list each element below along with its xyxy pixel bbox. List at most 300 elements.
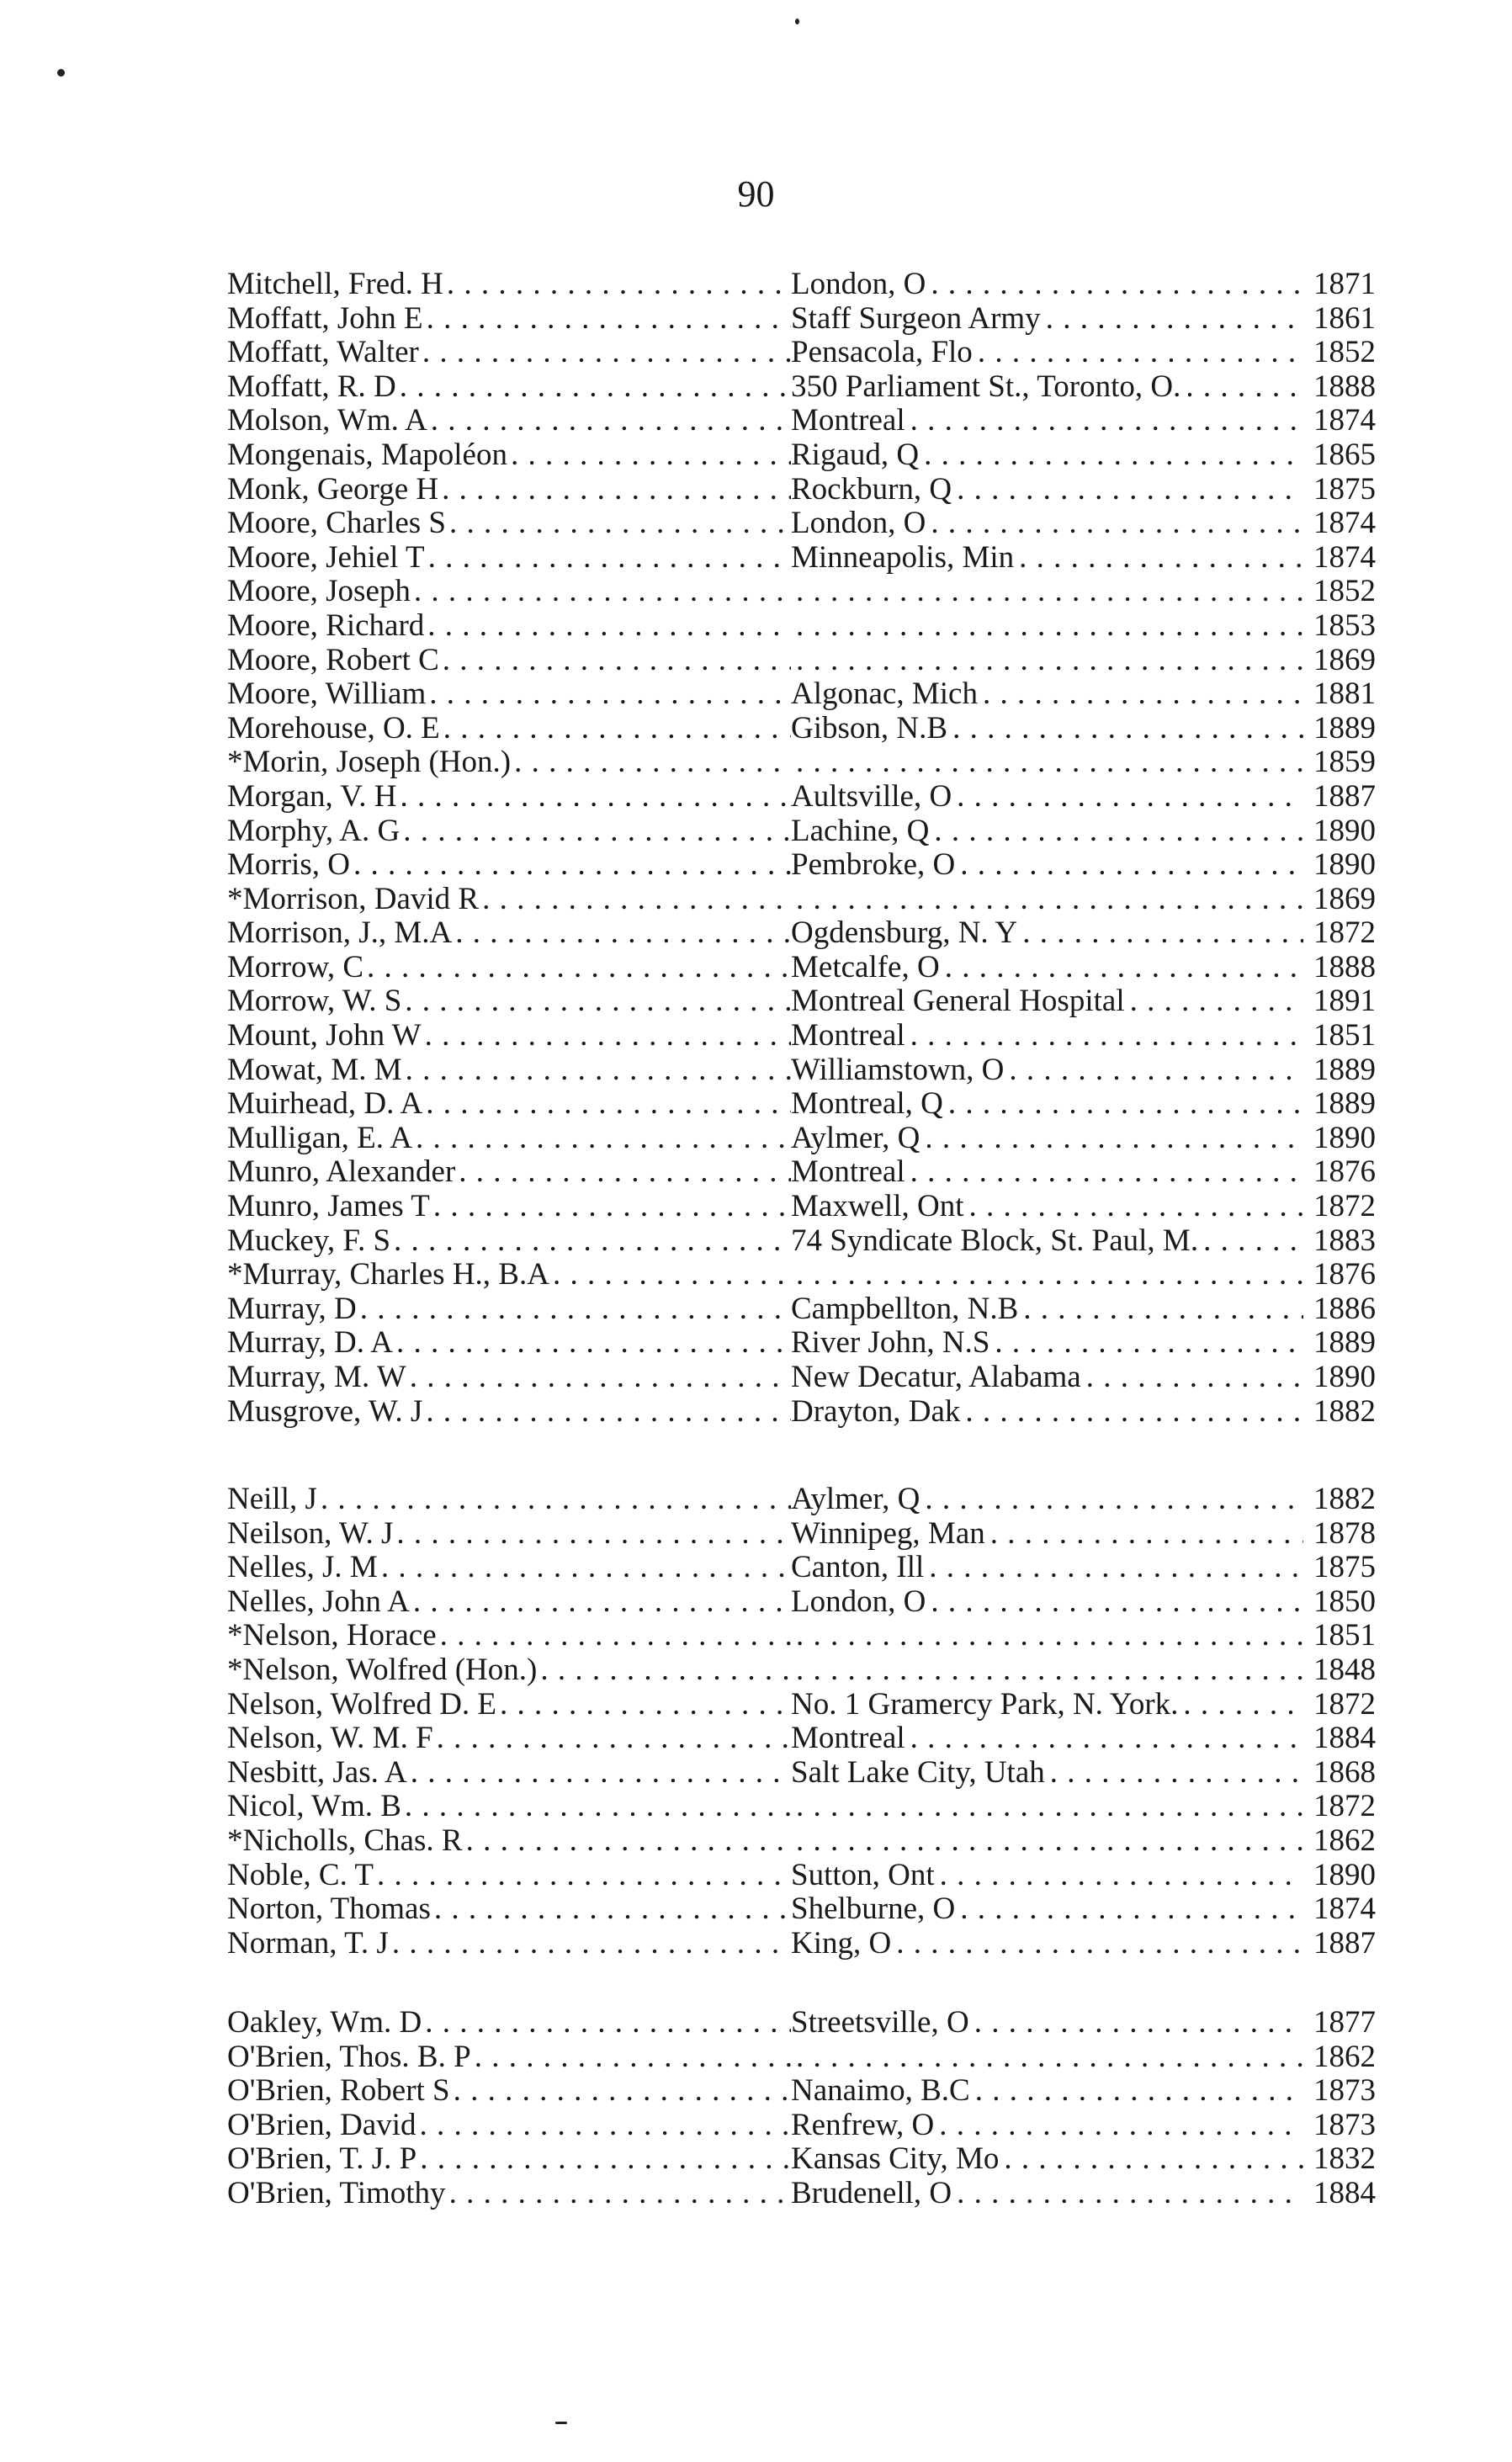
leader-dots <box>400 814 791 849</box>
entry-place: Montreal <box>791 1722 905 1756</box>
entry-place: Kansas City, Mo <box>791 2142 1000 2177</box>
entry-place: Lachine, Q <box>791 814 930 848</box>
entry-place: Montreal <box>791 404 905 438</box>
leader-dots <box>964 1190 1303 1224</box>
entry-place: Canton, Ill <box>791 1551 925 1585</box>
entry-place: London, O <box>791 1584 926 1619</box>
leader-dots <box>791 1824 1303 1859</box>
list-item <box>227 1722 1376 1756</box>
entry-name: *Morrison, David R <box>227 882 480 916</box>
entry-place: Winnipeg, Man <box>791 1516 985 1551</box>
leader-dots <box>446 2177 791 2211</box>
leader-dots <box>919 438 1303 473</box>
entry-year: 1869 <box>1313 643 1376 677</box>
entry-place: 350 Parliament St., Toronto, O. <box>791 369 1181 404</box>
leader-dots <box>989 1326 1303 1361</box>
leader-dots <box>378 1551 791 1585</box>
entry-year: 1876 <box>1313 1155 1376 1190</box>
list-item <box>227 1292 1376 1327</box>
entry-name: O'Brien, T. J. P <box>227 2142 417 2177</box>
leader-dots <box>416 2142 791 2177</box>
entry-name: Moore, Joseph <box>227 575 411 609</box>
list-item <box>227 1551 1376 1585</box>
list-item <box>227 1688 1376 1722</box>
entry-name: *Nicholls, Chas. R <box>227 1823 463 1858</box>
entry-place: Drayton, Dak <box>791 1394 961 1429</box>
entry-year: 1884 <box>1313 2176 1376 2210</box>
leader-dots <box>947 712 1303 746</box>
leader-dots <box>791 609 1303 644</box>
entry-year: 1852 <box>1313 336 1376 370</box>
entry-year: 1884 <box>1313 1722 1376 1756</box>
leader-dots <box>389 1927 791 1961</box>
entry-year: 1890 <box>1313 1361 1376 1394</box>
leader-dots <box>446 507 791 541</box>
leader-dots <box>905 1155 1303 1190</box>
leader-dots <box>390 1224 791 1259</box>
list-item <box>227 1790 1376 1824</box>
leader-dots <box>960 1395 1303 1430</box>
leader-dots <box>450 2074 791 2109</box>
entry-name: Morphy, A. G <box>227 814 401 848</box>
leader-dots <box>935 1859 1303 1893</box>
entry-year: 1874 <box>1313 1892 1376 1927</box>
list-item <box>227 1053 1376 1088</box>
entry-name: O'Brien, Robert S <box>227 2074 450 2109</box>
leader-dots <box>985 1517 1303 1552</box>
entry-name: Nelson, Wolfred D. E <box>227 1687 497 1722</box>
entry-year: 1890 <box>1313 1121 1376 1155</box>
entry-place: Minneapolis, Min <box>791 540 1015 575</box>
entry-year: 1850 <box>1313 1584 1376 1619</box>
entry-name: *Morin, Joseph (Hon.) <box>227 745 512 780</box>
list-item <box>227 541 1376 576</box>
section-n <box>227 1483 1376 1961</box>
leader-dots <box>443 268 791 302</box>
list-item <box>227 951 1376 985</box>
entry-name: O'Brien, David <box>227 2108 416 2142</box>
leader-dots <box>1004 1053 1303 1088</box>
entry-name: Moffatt, R. D <box>227 369 396 404</box>
leader-dots <box>926 268 1303 302</box>
entry-place: New Decatur, Alabama <box>791 1361 1081 1394</box>
list-item <box>227 2074 1376 2109</box>
leader-dots <box>317 1483 791 1517</box>
leader-dots <box>452 916 791 951</box>
leader-dots <box>427 404 791 438</box>
leader-dots <box>412 1122 791 1156</box>
list-item <box>227 1326 1376 1361</box>
list-item <box>227 1087 1376 1122</box>
entry-year: 1873 <box>1313 2074 1376 2109</box>
entry-year: 1851 <box>1313 1019 1376 1053</box>
entry-year: 1874 <box>1313 404 1376 438</box>
leader-dots <box>496 1688 791 1722</box>
leader-dots <box>929 814 1303 849</box>
entry-place: King, O <box>791 1926 892 1961</box>
entry-place: Aultsville, O <box>791 779 952 814</box>
leader-dots <box>357 1292 791 1327</box>
list-item <box>227 1824 1376 1859</box>
entry-year: 1890 <box>1313 848 1376 883</box>
leader-dots <box>791 745 1303 780</box>
entry-name: Murray, M. W <box>227 1361 406 1394</box>
leader-dots <box>791 575 1303 609</box>
entry-name: Norton, Thomas <box>227 1892 431 1927</box>
entry-year: 1862 <box>1313 2040 1376 2074</box>
entry-year: 1848 <box>1313 1653 1376 1687</box>
list-item <box>227 1892 1376 1927</box>
entry-place: Metcalfe, O <box>791 950 940 984</box>
entry-name: Morrow, C <box>227 950 364 984</box>
entry-name: Mowat, M. M <box>227 1053 402 1087</box>
leader-dots <box>1017 916 1303 951</box>
entry-name: Molson, Wm. A <box>227 404 427 438</box>
entry-place: Maxwell, Ont <box>791 1190 964 1224</box>
entry-name: Mitchell, Fred. H <box>227 268 443 301</box>
entry-place: Williamstown, O <box>791 1053 1005 1087</box>
entry-year: 1889 <box>1313 1326 1376 1361</box>
leader-dots <box>422 1395 791 1430</box>
entry-name: Murray, D <box>227 1292 357 1326</box>
leader-dots <box>507 438 791 473</box>
leader-dots <box>791 883 1303 917</box>
entry-name: Nesbitt, Jas. A <box>227 1755 407 1790</box>
list-item <box>227 1585 1376 1620</box>
list-item <box>227 1258 1376 1292</box>
list-item <box>227 438 1376 473</box>
leader-dots <box>402 1053 791 1088</box>
entry-year: 1868 <box>1313 1755 1376 1790</box>
leader-dots <box>396 780 791 814</box>
list-item <box>227 677 1376 712</box>
entry-year: 1874 <box>1313 507 1376 541</box>
entry-year: 1887 <box>1313 779 1376 814</box>
list-item <box>227 302 1376 337</box>
list-item <box>227 1483 1376 1517</box>
entry-name: Nelles, J. M <box>227 1551 378 1585</box>
list-item <box>227 1019 1376 1053</box>
entry-name: Musgrove, W. J <box>227 1394 423 1429</box>
ink-speck <box>795 19 799 24</box>
list-item <box>227 473 1376 507</box>
entry-year: 1871 <box>1313 268 1376 301</box>
entry-name: Munro, Alexander <box>227 1155 456 1190</box>
entry-name: Muckey, F. S <box>227 1223 391 1258</box>
list-item <box>227 712 1376 746</box>
list-item <box>227 1395 1376 1430</box>
entry-year: 1890 <box>1313 1858 1376 1892</box>
entry-place: London, O <box>791 507 926 541</box>
list-item <box>227 268 1376 302</box>
leader-dots <box>973 336 1303 370</box>
leader-dots <box>952 780 1303 814</box>
list-item <box>227 1927 1376 1961</box>
entry-year: 1882 <box>1313 1394 1376 1429</box>
list-item <box>227 609 1376 644</box>
leader-dots <box>924 1551 1303 1585</box>
entry-name: Muirhead, D. A <box>227 1087 423 1122</box>
leader-dots <box>537 1653 791 1688</box>
entry-place: 74 Syndicate Block, St. Paul, M. <box>791 1223 1199 1258</box>
leader-dots <box>970 2074 1303 2109</box>
leader-dots <box>407 1756 791 1791</box>
entry-year: 1888 <box>1313 950 1376 984</box>
list-item <box>227 1122 1376 1156</box>
leader-dots <box>422 1087 791 1122</box>
entry-year: 1881 <box>1313 677 1376 712</box>
entry-place: London, O <box>791 268 926 301</box>
section-o <box>227 2006 1376 2211</box>
entry-place: Algonac, Mich <box>791 677 978 712</box>
ink-speck <box>57 69 65 77</box>
entry-name: Moffatt, John E <box>227 301 423 336</box>
leader-dots <box>350 848 791 883</box>
leader-dots <box>479 883 791 917</box>
leader-dots <box>1180 370 1303 405</box>
leader-dots <box>363 951 791 985</box>
entry-place: Montreal <box>791 1155 905 1190</box>
leader-dots <box>1014 541 1303 576</box>
entry-year: 1891 <box>1313 984 1376 1019</box>
leader-dots <box>791 644 1303 678</box>
list-item <box>227 404 1376 438</box>
entry-place: No. 1 Gramercy Park, N. York. <box>791 1687 1179 1722</box>
entry-year: 1852 <box>1313 575 1376 609</box>
entry-name: Monk, George H <box>227 472 439 507</box>
list-item <box>227 575 1376 609</box>
entry-year: 1851 <box>1313 1619 1376 1653</box>
entry-year: 1872 <box>1313 1687 1376 1722</box>
leader-dots <box>969 2006 1303 2040</box>
entry-year: 1873 <box>1313 2108 1376 2142</box>
leader-dots <box>1198 1224 1303 1259</box>
entry-place: Rockburn, Q <box>791 472 952 507</box>
leader-dots <box>791 1258 1303 1292</box>
list-item <box>227 745 1376 780</box>
leader-dots <box>926 507 1303 541</box>
entry-place: Montreal, Q <box>791 1087 943 1122</box>
leader-dots <box>955 848 1303 883</box>
list-item <box>227 2006 1376 2040</box>
list-item <box>227 2142 1376 2177</box>
leader-dots <box>905 1722 1303 1756</box>
list-item <box>227 916 1376 951</box>
entry-year: 1832 <box>1313 2142 1376 2177</box>
entry-place: Campbellton, N.B <box>791 1292 1019 1326</box>
entry-place: Aylmer, Q <box>791 1483 920 1516</box>
entry-place: Staff Surgeon Army <box>791 301 1041 336</box>
leader-dots <box>791 2040 1303 2075</box>
leader-dots <box>940 951 1303 985</box>
entry-year: 1887 <box>1313 1926 1376 1961</box>
leader-dots <box>416 2109 791 2143</box>
leader-dots <box>920 1122 1303 1156</box>
leader-dots <box>411 575 791 609</box>
entry-name: Munro, James T <box>227 1190 430 1224</box>
leader-dots <box>396 370 791 405</box>
leader-dots <box>1081 1361 1303 1395</box>
list-item <box>227 336 1376 370</box>
leader-dots <box>424 609 791 644</box>
leader-dots <box>999 2142 1303 2177</box>
entry-name: Moore, Robert C <box>227 643 439 677</box>
leader-dots <box>401 1790 791 1824</box>
entry-name: Nicol, Wm. B <box>227 1790 401 1824</box>
list-item <box>227 2040 1376 2075</box>
list-item <box>227 814 1376 849</box>
list-item <box>227 644 1376 678</box>
entry-place: Shelburne, O <box>791 1892 956 1927</box>
leader-dots <box>423 302 791 337</box>
leader-dots <box>425 541 791 576</box>
entry-name: Moore, William <box>227 677 427 712</box>
ink-speck <box>555 2422 567 2424</box>
list-item <box>227 1517 1376 1552</box>
entry-place: Streetsville, O <box>791 2006 969 2040</box>
entry-year: 1888 <box>1313 369 1376 404</box>
leader-dots <box>549 1258 791 1292</box>
leader-dots <box>952 2177 1303 2211</box>
list-item <box>227 2109 1376 2143</box>
entry-name: Moore, Jehiel T <box>227 540 425 575</box>
entry-place: River John, N.S <box>791 1326 990 1361</box>
entry-name: *Murray, Charles H., B.A <box>227 1258 549 1292</box>
entry-name: Neill, J <box>227 1483 317 1516</box>
leader-dots <box>463 1824 791 1859</box>
entry-place: Aylmer, Q <box>791 1121 920 1155</box>
list-item <box>227 1653 1376 1688</box>
entry-year: 1862 <box>1313 1823 1376 1858</box>
leader-dots <box>920 1483 1303 1517</box>
leader-dots <box>791 1653 1303 1688</box>
entry-name: O'Brien, Timothy <box>227 2176 446 2210</box>
leader-dots <box>455 1155 791 1190</box>
leader-dots <box>393 1326 791 1361</box>
entry-place: Montreal General Hospital <box>791 984 1125 1019</box>
entry-year: 1876 <box>1313 1258 1376 1292</box>
leader-dots <box>426 677 791 712</box>
entry-year: 1875 <box>1313 472 1376 507</box>
entry-year: 1859 <box>1313 745 1376 780</box>
leader-dots <box>1018 1292 1303 1327</box>
entry-place: Renfrew, O <box>791 2108 935 2142</box>
entry-year: 1875 <box>1313 1551 1376 1585</box>
entry-name: *Nelson, Horace <box>227 1619 437 1653</box>
leader-dots <box>926 1585 1303 1620</box>
entry-name: Nelles, John A <box>227 1584 410 1619</box>
entry-year: 1872 <box>1313 1790 1376 1824</box>
entry-place: Salt Lake City, Utah <box>791 1755 1045 1790</box>
entry-year: 1889 <box>1313 1053 1376 1087</box>
entry-name: Moffatt, Walter <box>227 336 419 370</box>
leader-dots <box>791 1790 1303 1824</box>
entry-place: Ogdensburg, N. Y <box>791 916 1018 951</box>
list-item <box>227 1224 1376 1259</box>
leader-dots <box>422 2006 791 2040</box>
leader-dots <box>791 1619 1303 1653</box>
entry-place: Rigaud, Q <box>791 438 920 472</box>
leader-dots <box>1045 1756 1303 1791</box>
leader-dots <box>1125 984 1303 1019</box>
entry-name: Oakley, Wm. D <box>227 2006 422 2040</box>
leader-dots <box>440 712 791 746</box>
list-item <box>227 1190 1376 1224</box>
entry-name: Morgan, V. H <box>227 779 397 814</box>
list-item <box>227 984 1376 1019</box>
entry-year: 1878 <box>1313 1516 1376 1551</box>
entry-year: 1882 <box>1313 1483 1376 1516</box>
entry-name: Moore, Richard <box>227 608 425 643</box>
list-item <box>227 370 1376 405</box>
leader-dots <box>433 1722 791 1756</box>
entry-name: Mulligan, E. A <box>227 1121 412 1155</box>
leader-dots <box>905 404 1303 438</box>
leader-dots <box>406 1361 791 1395</box>
entry-name: Noble, C. T <box>227 1858 374 1892</box>
list-item <box>227 1859 1376 1893</box>
leader-dots <box>422 1019 791 1053</box>
entry-year: 1890 <box>1313 814 1376 848</box>
list-item <box>227 848 1376 883</box>
entry-name: Morrow, W. S <box>227 984 402 1019</box>
page-number: 90 <box>737 173 775 215</box>
leader-dots <box>401 984 791 1019</box>
leader-dots <box>430 1190 791 1224</box>
leader-dots <box>439 644 791 678</box>
entry-year: 1877 <box>1313 2006 1376 2040</box>
entry-place: Gibson, N.B <box>791 711 948 745</box>
leader-dots <box>419 336 791 370</box>
entry-place: Pembroke, O <box>791 848 956 883</box>
list-item <box>227 1756 1376 1791</box>
entry-year: 1869 <box>1313 882 1376 916</box>
entry-name: Murray, D. A <box>227 1326 393 1361</box>
entry-year: 1865 <box>1313 438 1376 472</box>
list-item <box>227 1361 1376 1395</box>
entry-name: Nelson, W. M. F <box>227 1722 433 1756</box>
entry-place: Montreal <box>791 1019 905 1053</box>
entry-year: 1872 <box>1313 1190 1376 1224</box>
leader-dots <box>943 1087 1303 1122</box>
entry-name: Norman, T. J <box>227 1926 389 1961</box>
entry-year: 1861 <box>1313 301 1376 336</box>
list-item <box>227 2177 1376 2211</box>
leader-dots <box>978 677 1303 712</box>
list-item <box>227 1155 1376 1190</box>
leader-dots <box>955 1892 1303 1927</box>
entry-year: 1886 <box>1313 1292 1376 1326</box>
entry-name: Mount, John W <box>227 1019 422 1053</box>
list-item <box>227 507 1376 541</box>
leader-dots <box>438 473 791 507</box>
entry-name: Mongenais, Mapoléon <box>227 438 507 472</box>
section-m <box>227 268 1376 1429</box>
entry-place: Pensacola, Flo <box>791 336 973 370</box>
entry-year: 1883 <box>1313 1223 1376 1258</box>
entry-name: Morrison, J., M.A <box>227 916 453 951</box>
entry-name: Morris, O <box>227 848 350 883</box>
entry-name: Moore, Charles S <box>227 507 446 541</box>
leader-dots <box>1178 1688 1303 1722</box>
leader-dots <box>410 1585 791 1620</box>
leader-dots <box>437 1619 791 1653</box>
leader-dots <box>1041 302 1303 337</box>
leader-dots <box>393 1517 791 1552</box>
entry-name: O'Brien, Thos. B. P <box>227 2040 471 2074</box>
entry-place: Nanaimo, B.C <box>791 2074 970 2109</box>
entry-year: 1872 <box>1313 916 1376 951</box>
